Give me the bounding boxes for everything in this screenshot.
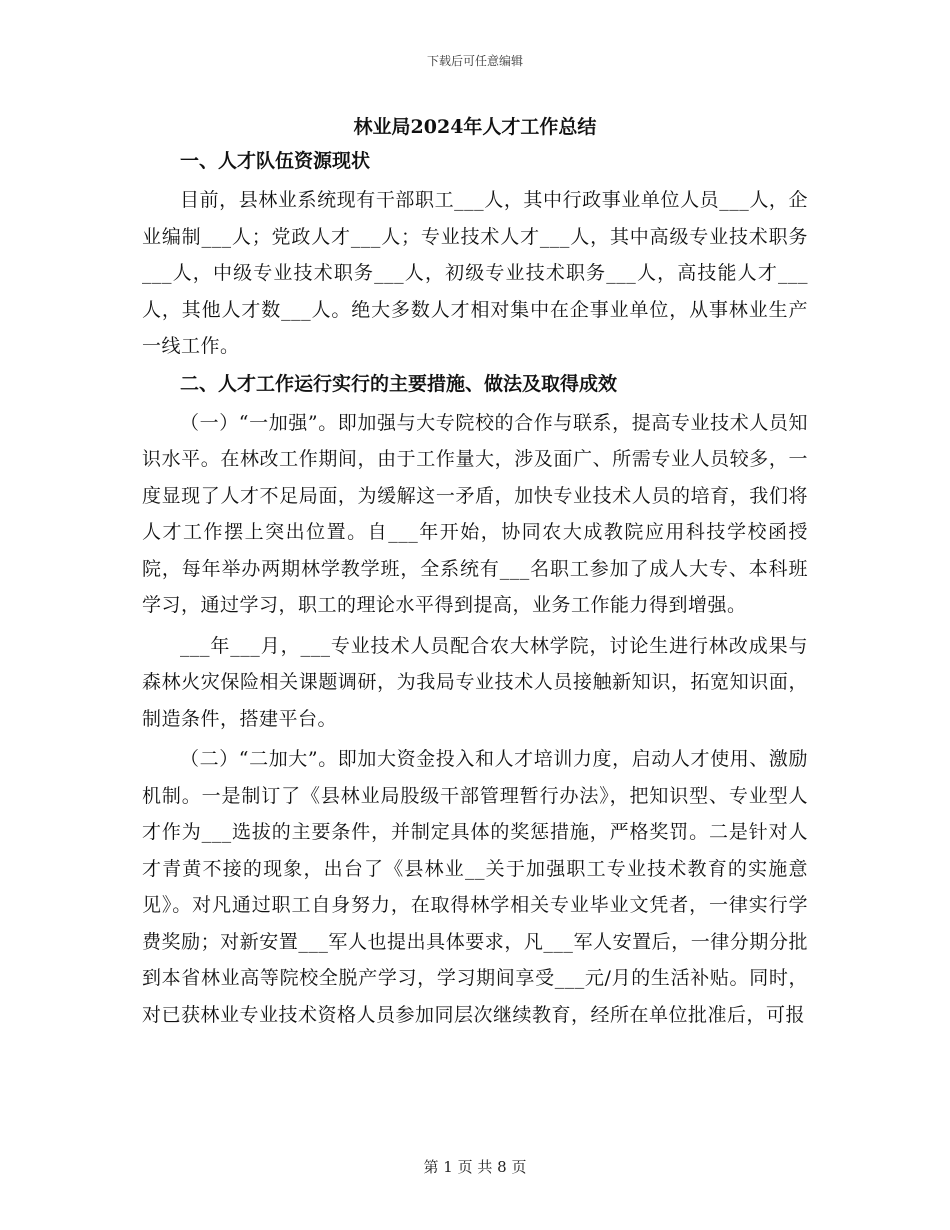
section-2-paragraph-2: ___年___月，___专业技术人员配合农大林学院，讨论生进行林改成果与森林火灾保险相关课题调研，为我局专业技术人员接触新知识，拓宽知识面，制造条件，搭建平台。 [142,634,808,730]
section-2-paragraph-1: （一）“一加强”。即加强与大专院校的合作与联系，提高专业技术人员知识水平。在林改工作期间，由于工作量大，涉及面广、所需专业人员较多，一度显现了人才不足局面，为缓解这一矛盾，加快专业技术人员的培育，我们将人才工作摆上突出位置。自___年开始，协同农大成教院应用科技学校函授院，每年举办两期林学教学班，全系统有___名职工参加了成人大专、本科班学习，通过学习，职工的理论水平得到提高，业务工作能力得到增强。 [142,411,808,616]
section-heading-2: 二、人才工作运行实行的主要措施、做法及取得成效 [180,372,618,395]
section-2-paragraph-3: （二）“二加大”。即加大资金投入和人才培训力度，启动人才使用、激励机制。一是制订了《县林业局股级干部管理暂行办法》，把知识型、专业型人才作为___选拔的主要条件，并制定具体的奖惩措施，严格奖罚。二是针对人才青黄不接的现象，出台了《县林业__关于加强职工专业技术教育的实施意见》。对凡通过职工自身努力，在取得林学相关专业毕业文凭者，一律实行学费奖励；对新安置___军人也提出具体要求，凡___军人安置后，一律分期分批到本省林业高等院校全脱产学习，学习期间享受___元/月的生活补贴。同时，对已获林业专业技术资格人员参加同层次继续教育，经所在单位批准后，可报 [142,748,808,1026]
document-body [142,112,808,1037]
section-heading-1: 一、人才队伍资源现状 [180,150,371,172]
document-title: 林业局2024年人才工作总结 [353,116,597,138]
page-footer: 第 1 页 共 8 页 [423,1158,527,1176]
page-header: 下载后可任意编辑 [426,54,523,68]
section-1-paragraph-1: 目前，县林业系统现有干部职工___人，其中行政事业单位人员___人，企业编制___人；党政人才___人；专业技术人才___人，其中高级专业技术职务___人，中级专业技术职务___人，初级专业技术职务___人，高技能人才___人，其他人才数___人。绝大多数人才相对集中在企事业单位，从事林业生产一线工作。 [142,189,808,357]
